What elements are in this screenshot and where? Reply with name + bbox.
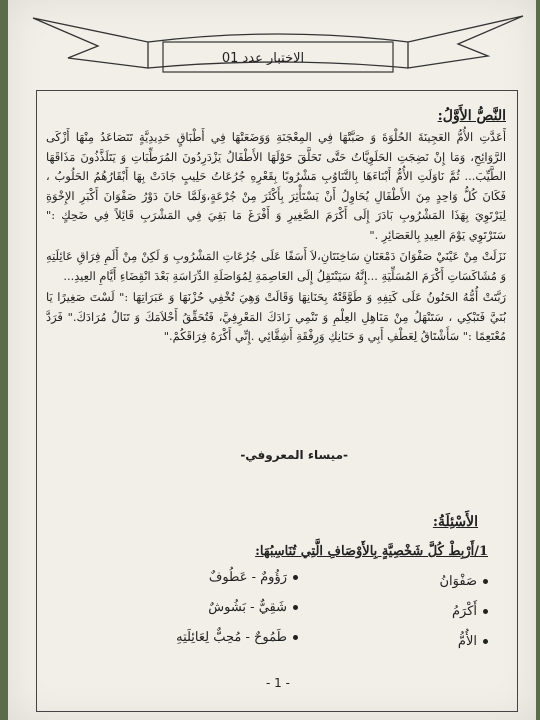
exam-title: الاختبار عدد 01 bbox=[221, 50, 305, 66]
questions-heading: الأَسْئِلَةُ: bbox=[432, 514, 478, 530]
character-label: صَفْوَانُ bbox=[439, 573, 477, 589]
trait-item bbox=[168, 622, 298, 652]
exam-page bbox=[8, 0, 536, 720]
trait-item bbox=[168, 562, 298, 592]
trait-label: رَؤُومٌ - عَطُوفٌ bbox=[208, 569, 287, 585]
paragraph-2: نَزَلَتْ مِنْ عَيْنَيْ صَفْوَانَ دَمْعَتَانِ سَاخِنَتَانِ،لاَ أَسَفًا عَلَى جُرُعَاتِ المَشْرُوبِ وَ لَكِنْ مِنْ أَلَمِ فِرَاقِ عَائِلَتِهِ وَ مُشَاكَسَاتِ أَكْرَمَ المُسَلِّيَةِ ...إِنَّهُ سَيَنْتَقِلُ إِلَى العَاصِمَةِ لِمُوَاصَلَةِ الدِّرَاسَةِ بَعْدَ انْقِضَاءِ أَيَّامِ العِيدِ... bbox=[46, 249, 506, 283]
paragraph-3: رَبَّتَتْ أُمُّهُ الحَنُونُ عَلَى كَتِفِهِ وَ طَوَّقَتْهُ بِحَنَانِهَا وَقَالَتْ وَهِيَ تُخْفِي حُزْنَهَا وَ عَبَرَاتِهَا :" لَسْتَ صَغِيرًا يَا بُنَيَّ فَتَبْكِي ، سَتَنْهَلُ مِنْ مَنَاهِلِ العِلْمِ وَ تَنْمِي زَادَكَ المَعْرِفِيَّ، فَتُحَقِّقُ أَحْلاَمَكَ وَ تَنَالُ مُرَادَكَ." فَرَدَّ مُعْتَعِمًا :" سَأَشْتَاقُ لِعَطْفِ أَبِي وَ حَنَانِكِ وَرِفْقَةِ أَشِقَّائِي .إِنِّي أَكْرَهُ فِرَاقَكُمْ." bbox=[46, 290, 506, 343]
character-item bbox=[388, 596, 488, 626]
characters-column bbox=[388, 566, 488, 656]
traits-column bbox=[168, 562, 298, 652]
trait-label: طَمُوحٌ - مُحِبٌّ لِعَائِلَتِهِ bbox=[176, 629, 287, 645]
paragraph-1: أَعَدَّتِ الأُمُّ العَجِينَةَ الحُلْوَةَ وَ صَبَّتْهَا فِي المِعْجَنَةِ وَوَضَعَتْهَا فِي أَطْبَاقٍ حَدِيدِيَّةٍ تَتَصَاعَدُ مِنْهَا أَزْكَى الرَّوَائِحِ، وَمَا إِنْ نَضِجَتِ الحَلَوِيَّاتُ حَتَّى تَحَلَّقَ حَوْلَهَا الأَطْفَالُ يَزْدَرِدُونَ المُرَطِّبَاتِ وَ يَتَلَذَّذُونَ مَذَاقَهَا الطَّيِّبَ... ثُمَّ نَاوَلَتِ الأُمُّ أَبْنَاءَهَا بِالتَّنَاوُبِ مَشْرُوبًا بِقَعْرِهِ جُرُعَاتُ حَلِيبٍ جَادَتْ بِهَا أَبْقَارُهُمُ الحَلُوبُ ، فَكَانَ كُلُّ وَاحِدٍ مِنَ الأَطْفَالِ يُحَاوِلُ أَنْ يَسْتَأْثِرَ بِأَكْثَرَ مِنْ جُرْعَةٍ،وَلَمَّا حَانَ دَوْرُ صَفْوَانَ أَكْبَرِ الإِخْوَةِ لِيَرْتَوِيَ بِهَذَا المَشْرُوبِ بَادَرَ إِلَى أَكْرَمَ الصَّغِيرِ وَ أَفْرَغَ مَا بَقِيَ فِي المَشْرَبِ قَائِلاً فِي ضَحِكٍ :" سَتَرْتَوِي يَوْمَ العِيدِ بِالعَصَائِرِ ." bbox=[46, 130, 506, 242]
author-name: -ميساء المعروفي- bbox=[240, 448, 348, 462]
bullet-icon bbox=[293, 635, 298, 640]
character-item bbox=[388, 626, 488, 656]
bullet-icon bbox=[483, 579, 488, 584]
character-label: الأُمُّ bbox=[457, 633, 477, 649]
page-number: - 1 - bbox=[266, 676, 290, 690]
bullet-icon bbox=[293, 605, 298, 610]
question-1: 1/أَرْبِطْ كُلَّ شَخْصِيَّةٍ بِالأَوْصَافِ الَّتِي تُنَاسِبُهَا: bbox=[255, 544, 488, 559]
trait-label: شَقِيٌّ - بَشُوشٌ bbox=[208, 599, 287, 615]
character-label: أَكْرَمُ bbox=[451, 603, 477, 619]
text-section bbox=[46, 108, 506, 349]
bullet-icon bbox=[483, 639, 488, 644]
character-item bbox=[388, 566, 488, 596]
bullet-icon bbox=[293, 575, 298, 580]
section-heading: النَّصُّ الأَوَّلُ: bbox=[437, 108, 506, 124]
bullet-icon bbox=[483, 609, 488, 614]
trait-item bbox=[168, 592, 298, 622]
